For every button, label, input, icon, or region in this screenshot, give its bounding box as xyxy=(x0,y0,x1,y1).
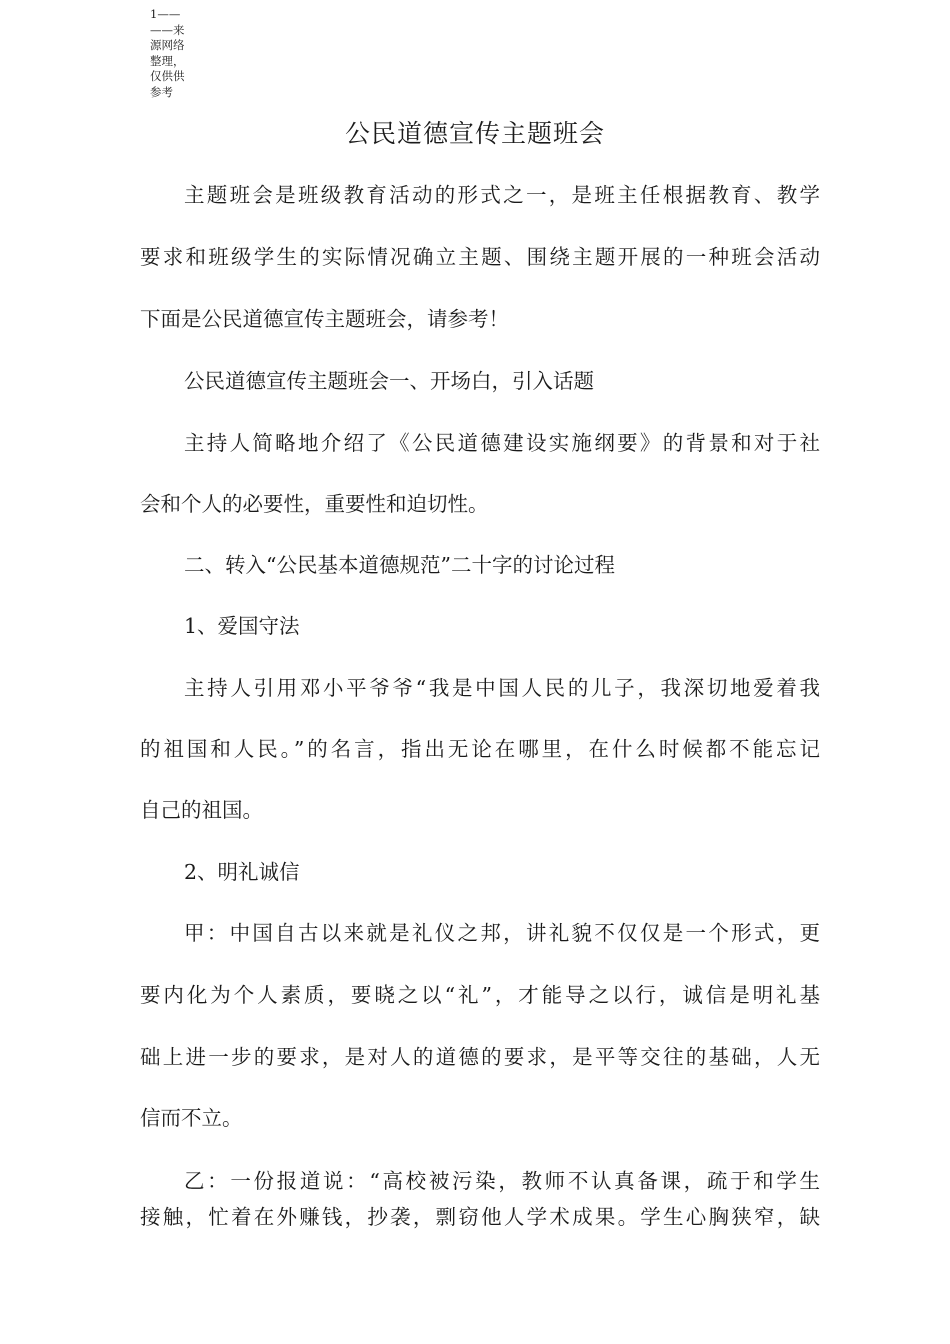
header-note-line: 源网络 xyxy=(150,38,185,52)
section-heading: 2、明礼诚信 xyxy=(184,860,300,884)
paragraph-line: 甲：中国自古以来就是礼仪之邦，讲礼貌不仅仅是一个形式，更 xyxy=(184,921,820,945)
header-note-line: 1—— xyxy=(150,7,181,21)
paragraph-line: 接触，忙着在外赚钱，抄袭，剽窃他人学术成果。学生心胸狭窄，缺 xyxy=(140,1205,820,1229)
paragraph-line: 主持人简略地介绍了《公民道德建设实施纲要》的背景和对于社 xyxy=(184,431,820,455)
paragraph-line: 主题班会是班级教育活动的形式之一，是班主任根据教育、教学 xyxy=(184,183,820,207)
header-note-line: 参考 xyxy=(150,84,173,99)
header-note-line: 整理， xyxy=(150,53,185,68)
paragraph-line: 乙：一份报道说：“高校被污染，教师不认真备课，疏于和学生 xyxy=(184,1169,820,1193)
document-title: 公民道德宣传主题班会 xyxy=(344,119,605,148)
paragraph-line: 主持人引用邓小平爷爷“我是中国人民的儿子，我深切地爱着我 xyxy=(184,676,820,700)
paragraph-line: 要内化为个人素质，要晓之以“礼”，才能导之以行，诚信是明礼基 xyxy=(140,983,820,1007)
paragraph-line: 会和个人的必要性，重要性和迫切性。 xyxy=(140,492,489,516)
paragraph-line: 信而不立。 xyxy=(140,1106,243,1130)
paragraph-line: 下面是公民道德宣传主题班会，请参考！ xyxy=(140,307,509,331)
section-heading: 二、转入“公民基本道德规范”二十字的讨论过程 xyxy=(184,553,615,577)
section-heading: 公民道德宣传主题班会一、开场白，引入话题 xyxy=(184,369,594,393)
section-heading: 1、爱国守法 xyxy=(184,614,300,638)
paragraph-line: 自己的祖国。 xyxy=(140,798,263,822)
paragraph-line: 础上进一步的要求，是对人的道德的要求，是平等交往的基础，人无 xyxy=(140,1045,820,1069)
header-note xyxy=(150,7,196,100)
paragraph-line: 要求和班级学生的实际情况确立主题、围绕主题开展的一种班会活动 xyxy=(140,245,820,269)
paragraph-line: 的祖国和人民。”的名言，指出无论在哪里，在什么时候都不能忘记 xyxy=(140,737,820,761)
header-note-line: 仅供供 xyxy=(150,69,185,83)
header-note-line: ——来 xyxy=(150,22,185,37)
